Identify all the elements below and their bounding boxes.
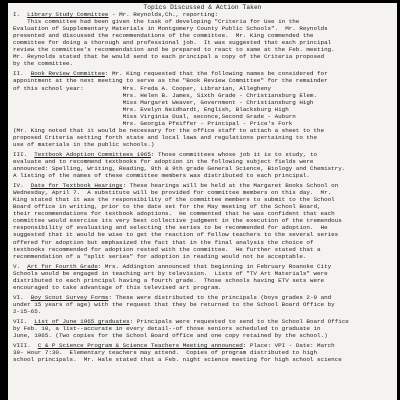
text-line: committee would exercise its very best collective judgment in the execution of the tremendous bbox=[13, 217, 342, 225]
section-heading: Textbook Adoption Committees 1965 bbox=[34, 150, 151, 158]
text-line: textbooks recommended for adoption rested with the committee. He further stated that a bbox=[13, 245, 321, 253]
text-line: A listing of the names of these committee members was distributed to each principal. bbox=[13, 172, 310, 180]
section-2 bbox=[13, 67, 392, 148]
section-number: VII. bbox=[13, 317, 28, 325]
section-heading: Date for Textbook Hearings bbox=[30, 182, 123, 190]
section-number: IV. bbox=[13, 182, 24, 190]
text-line: (Mr. King noted that it would be necessary for the office staff to attach a sheet to the bbox=[13, 126, 325, 134]
section-heading: Art for Fourth Grade bbox=[27, 262, 98, 270]
text-line: Schools would be engaged in teaching art by television. Lists of "TV Art Materials" were bbox=[13, 269, 328, 277]
section-heading-text: : Mr. King requested that the following names be considered for bbox=[104, 70, 328, 78]
text-line: by Feb. 10, a list--accurate in every detail--of those seniors scheduled to graduate in bbox=[13, 325, 321, 333]
text-line: Mr. Reynolds stated that he would send to each principal a copy of the Criteria proposed bbox=[13, 53, 325, 61]
text-line: encouraged to take advantage of this televised art program. bbox=[13, 283, 222, 291]
section-heading-line bbox=[13, 294, 392, 301]
section-heading: List of June 1965 graduates bbox=[34, 317, 130, 325]
text-line: distributed to each principal having a fourth grade. Those schools having ETV sets were bbox=[13, 276, 325, 284]
text-line: Mrs. Evelyn Neidhardt, English, Blacksburg High bbox=[13, 105, 289, 113]
text-line: Miss Virginia Dual, seconce,Second Grade - Auburn bbox=[13, 112, 296, 120]
text-line: offered for adoption but emphasized the fact that in the final analysis the choice of bbox=[13, 238, 314, 246]
section-8 bbox=[13, 339, 392, 363]
text-line: 2-15-65. bbox=[13, 307, 42, 315]
text-line: under 15 years of age) with the request that they be returned to the School Board Office by bbox=[13, 300, 335, 308]
section-heading-text: : Principals were requested to send to the School Board Office bbox=[129, 317, 349, 325]
section-number: V. bbox=[13, 262, 21, 270]
text-line: suggested that it would be wise to get the reaction of fellow teachers to the several series bbox=[13, 231, 339, 239]
section-number: III. bbox=[13, 150, 28, 158]
section-heading: C & P Science Program & Science Teachers Meeting announced bbox=[37, 342, 243, 350]
section-7 bbox=[13, 315, 392, 339]
section-heading-line bbox=[13, 318, 392, 325]
section-3 bbox=[13, 148, 392, 179]
section-number: VI. bbox=[13, 293, 24, 301]
section-heading-line bbox=[13, 70, 392, 77]
text-line: proposed Criteria setting forth state and local laws and regulations pertaining to the bbox=[13, 133, 318, 141]
section-4 bbox=[13, 179, 392, 260]
section-heading-line bbox=[13, 151, 392, 158]
section-heading-text: : Place: VPI - Date: March bbox=[242, 342, 335, 350]
page-title: Topics Discussed & Action Taken bbox=[143, 4, 262, 11]
section-heading-text: : Those committees whose job it is to study, to bbox=[150, 150, 318, 158]
text-line: Evaluation of Supplementary Materials in Montgomery County Public Schools". Mr. Reynolds bbox=[13, 25, 328, 33]
section-heading: Book Review Committee bbox=[30, 70, 105, 78]
text-line: presented and discussed the recommendations of the committee. Mr. King commended the bbox=[13, 32, 314, 40]
text-line: by the committee. bbox=[13, 60, 74, 68]
text-line: their recommendations for textbook adoptions. He commented that he was confident that each bbox=[13, 210, 335, 218]
text-line: of this school year: Mrs. Freda A. Cooper, Librarian, Allegheny bbox=[13, 84, 272, 92]
text-line: Miss Margaret Weaver, Government - Christiansburg High bbox=[13, 98, 314, 106]
text-line: evaluate and to recommend textbooks for adoption in the following subject fields were bbox=[13, 157, 314, 165]
text-line: use of materials in the public schools.) bbox=[13, 140, 155, 148]
text-line: Mrs. Georgia Pfeiffer - Principal - Price's Fork bbox=[13, 119, 293, 127]
text-line: review the committee's recommendation and be prepared to react to same at the Feb. meeting. bbox=[13, 46, 335, 54]
document-page bbox=[8, 3, 397, 400]
text-line: June, 1965. (Two copies for the School Board office and one copy retained by the school.) bbox=[13, 332, 328, 340]
text-line: King stated that it was the responsibility of the committee members to submit to the School bbox=[13, 196, 335, 204]
text-line: Mrs. Helen B. James, Sixth Grade - Christiansburg Elem. bbox=[13, 91, 318, 99]
section-heading: Library Study Committee bbox=[27, 11, 109, 19]
section-number: VIII. bbox=[13, 342, 31, 350]
section-heading-line bbox=[13, 11, 392, 18]
section-heading-line bbox=[13, 182, 392, 189]
section-5 bbox=[13, 260, 392, 291]
section-heading-text: : These were distributed to the principals (boys grades 2-9 and bbox=[108, 293, 332, 301]
text-line: recommendation of a "split series" for adoption in reading would not be acceptable. bbox=[13, 252, 307, 260]
text-line: committee for doing a thorough and professional job. It was suggested that each principal bbox=[13, 39, 332, 47]
section-number: I. bbox=[13, 11, 21, 19]
section-heading-line bbox=[13, 263, 392, 270]
text-line: responsibility of evaluating and selecting the series to be recommended for adoption. He bbox=[13, 224, 328, 232]
section-heading-line bbox=[13, 342, 392, 349]
text-line: Wednesday, April 7. A substitute will be provided for committee members on this day. Mr. bbox=[13, 189, 332, 197]
section-heading-text: : These hearings will be held at the Margaret Books School on bbox=[122, 182, 339, 190]
text-line: This committee had been given the task of developing "Criteria for Use in the bbox=[13, 18, 300, 26]
section-1 bbox=[13, 11, 392, 67]
text-line: Board office in writing, prior to the date set for the May meeting of the School Board, bbox=[13, 203, 321, 211]
section-number: II. bbox=[13, 70, 24, 78]
document-body bbox=[13, 11, 392, 363]
section-heading-text: - Mr. Reynolds,Ch., reporting: bbox=[108, 11, 219, 19]
section-heading: Boy Scout Survey Forms bbox=[30, 293, 109, 301]
text-line: school principals. Mr. Hale stated that a Feb. night science meeting for high school science bbox=[13, 356, 342, 364]
text-line: appointment at the next meeting to serve as the "Book Review Committee" for the remainder bbox=[13, 77, 328, 85]
text-line: announced: Spelling, Writing, Reading, 8th & 9th grade General Science, Biology and Chemistry. bbox=[13, 165, 346, 173]
section-6 bbox=[13, 291, 392, 315]
text-line: 30- Hour 7:30. Elementary teachers may attend. Copies of program distributed to high bbox=[13, 349, 318, 357]
section-heading-text: : Mrs. Addington announced that beginning in February Roanoke City bbox=[97, 262, 332, 270]
